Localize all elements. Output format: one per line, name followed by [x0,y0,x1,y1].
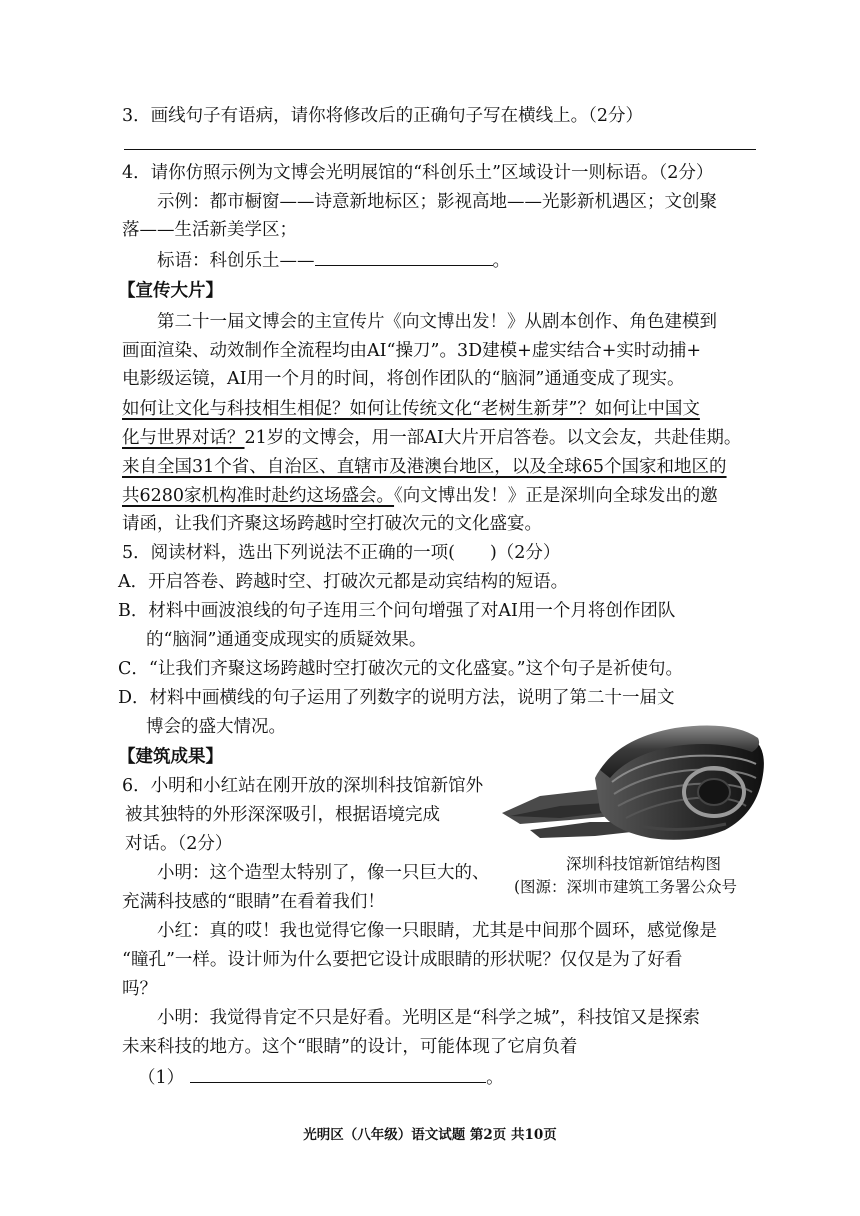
passage-line-5-underlined: 化与世界对话？ [122,428,245,448]
q5-option-b-line1[interactable]: B．材料中画波浪线的句子连用三个问句增强了对AI用一个月将创作团队 [118,601,676,621]
q6-blank-1-label: （1） [138,1068,185,1088]
q4-slogan-line [157,247,510,273]
passage-line-6: 来自全国31个省、自治区、直辖市及港澳台地区，以及全球65个国家和地区的 [122,457,727,477]
section-heading-architecture: 【建筑成果】 [118,747,223,767]
q6-blank-1[interactable] [190,1064,486,1083]
passage-line-5 [122,426,741,450]
q6-xiaoming-2-line2: 未来科技的地方。这个“眼睛”的设计，可能体现了它肩负着 [122,1037,578,1057]
passage-line-5-rest: 21岁的文博会，用一部AI大片开启答卷。以文会友，共赴佳期。 [244,428,742,448]
q3-answer-line[interactable] [124,149,756,150]
passage-line-8: 请函，让我们齐聚这场跨越时空打破次元的文化盛宴。 [122,514,542,534]
figure-caption: 深圳科技馆新馆结构图 [566,855,722,873]
q6-period: 。 [486,1068,504,1088]
q5-option-d-line2: 博会的盛大情况。 [146,717,286,737]
museum-building-image [500,718,768,846]
q4-slogan-blank[interactable] [315,247,493,266]
passage-line-1: 第二十一届文博会的主宣传片《向文博出发！》从剧本创作、角色建模到 [157,312,717,332]
q5-option-d-line1[interactable]: D．材料中画横线的句子运用了列数字的说明方法，说明了第二十一届文 [118,688,675,708]
q4-example-line1: 示例：都市橱窗——诗意新地标区；影视高地——光影新机遇区；文创聚 [157,192,717,212]
q6-xiaohong-line2: “瞳孔”一样。设计师为什么要把它设计成眼睛的形状呢？仅仅是为了好看 [122,950,683,970]
q6-prompt-line1: 6．小明和小红站在刚开放的深圳科技馆新馆外 [122,776,484,796]
passage-line-3: 电影级运镜，AI用一个月的时间，将创作团队的“脑洞”通通变成了现实。 [122,369,685,389]
q5-option-a[interactable]: A．开启答卷、跨越时空、打破次元都是动宾结构的短语。 [118,572,569,592]
q5-prompt: 5．阅读材料，选出下列说法不正确的一项( )（2分） [122,543,561,563]
q4-period: 。 [492,251,510,271]
q6-blank-1-line [138,1064,504,1090]
q6-prompt-line2: 被其独特的外形深深吸引，根据语境完成 [125,805,440,825]
figure-source: (图源：深圳市建筑工务署公众号 [514,878,738,896]
section-heading-promo: 【宣传大片】 [118,281,223,301]
q5-option-c[interactable]: C．“让我们齐聚这场跨越时空打破次元的文化盛宴。”这个句子是祈使句。 [118,659,684,679]
passage-line-2: 画面渲染、动效制作全流程均由AI“操刀”。3D建模+虚实结合+实时动捕+ [122,341,702,361]
passage-line-7 [122,484,718,508]
q6-xiaoming-1-line2: 充满科技感的“眼睛”在看着我们！ [122,892,385,912]
q6-prompt-line3: 对话。（2分） [125,834,233,854]
q6-xiaohong-line1: 小红：真的哎！我也觉得它像一只眼睛，尤其是中间那个圆环，感觉像是 [157,921,717,941]
page-footer: 光明区（八年级）语文试题 第2页 共10页 [303,1127,557,1143]
q3-prompt: 3．画线句子有语病，请你将修改后的正确句子写在横线上。（2分） [122,106,644,126]
q5-option-b-line2: 的“脑洞”通通变成现实的质疑效果。 [146,630,427,650]
q4-example-line2: 落——生活新美学区； [122,220,297,240]
passage-line-4: 如何让文化与科技相生相促？如何让传统文化“老树生新芽”？如何让中国文 [122,399,700,419]
q6-xiaoming-2-line1: 小明：我觉得肯定不只是好看。光明区是“科学之城”，科技馆又是探索 [157,1008,700,1028]
passage-line-7-rest: 《向文博出发！》正是深圳向全球发出的邀 [394,486,718,506]
q4-slogan-label: 标语：科创乐土—— [157,251,315,271]
passage-line-7-underlined: 共6280家机构准时赴约这场盛会。 [122,486,395,506]
q6-xiaohong-line3: 吗？ [122,979,157,999]
q4-prompt: 4．请你仿照示例为文博会光明展馆的“科创乐土”区域设计一则标语。（2分） [122,163,714,183]
q6-xiaoming-1-line1: 小明：这个造型太特别了，像一只巨大的、 [157,863,490,883]
